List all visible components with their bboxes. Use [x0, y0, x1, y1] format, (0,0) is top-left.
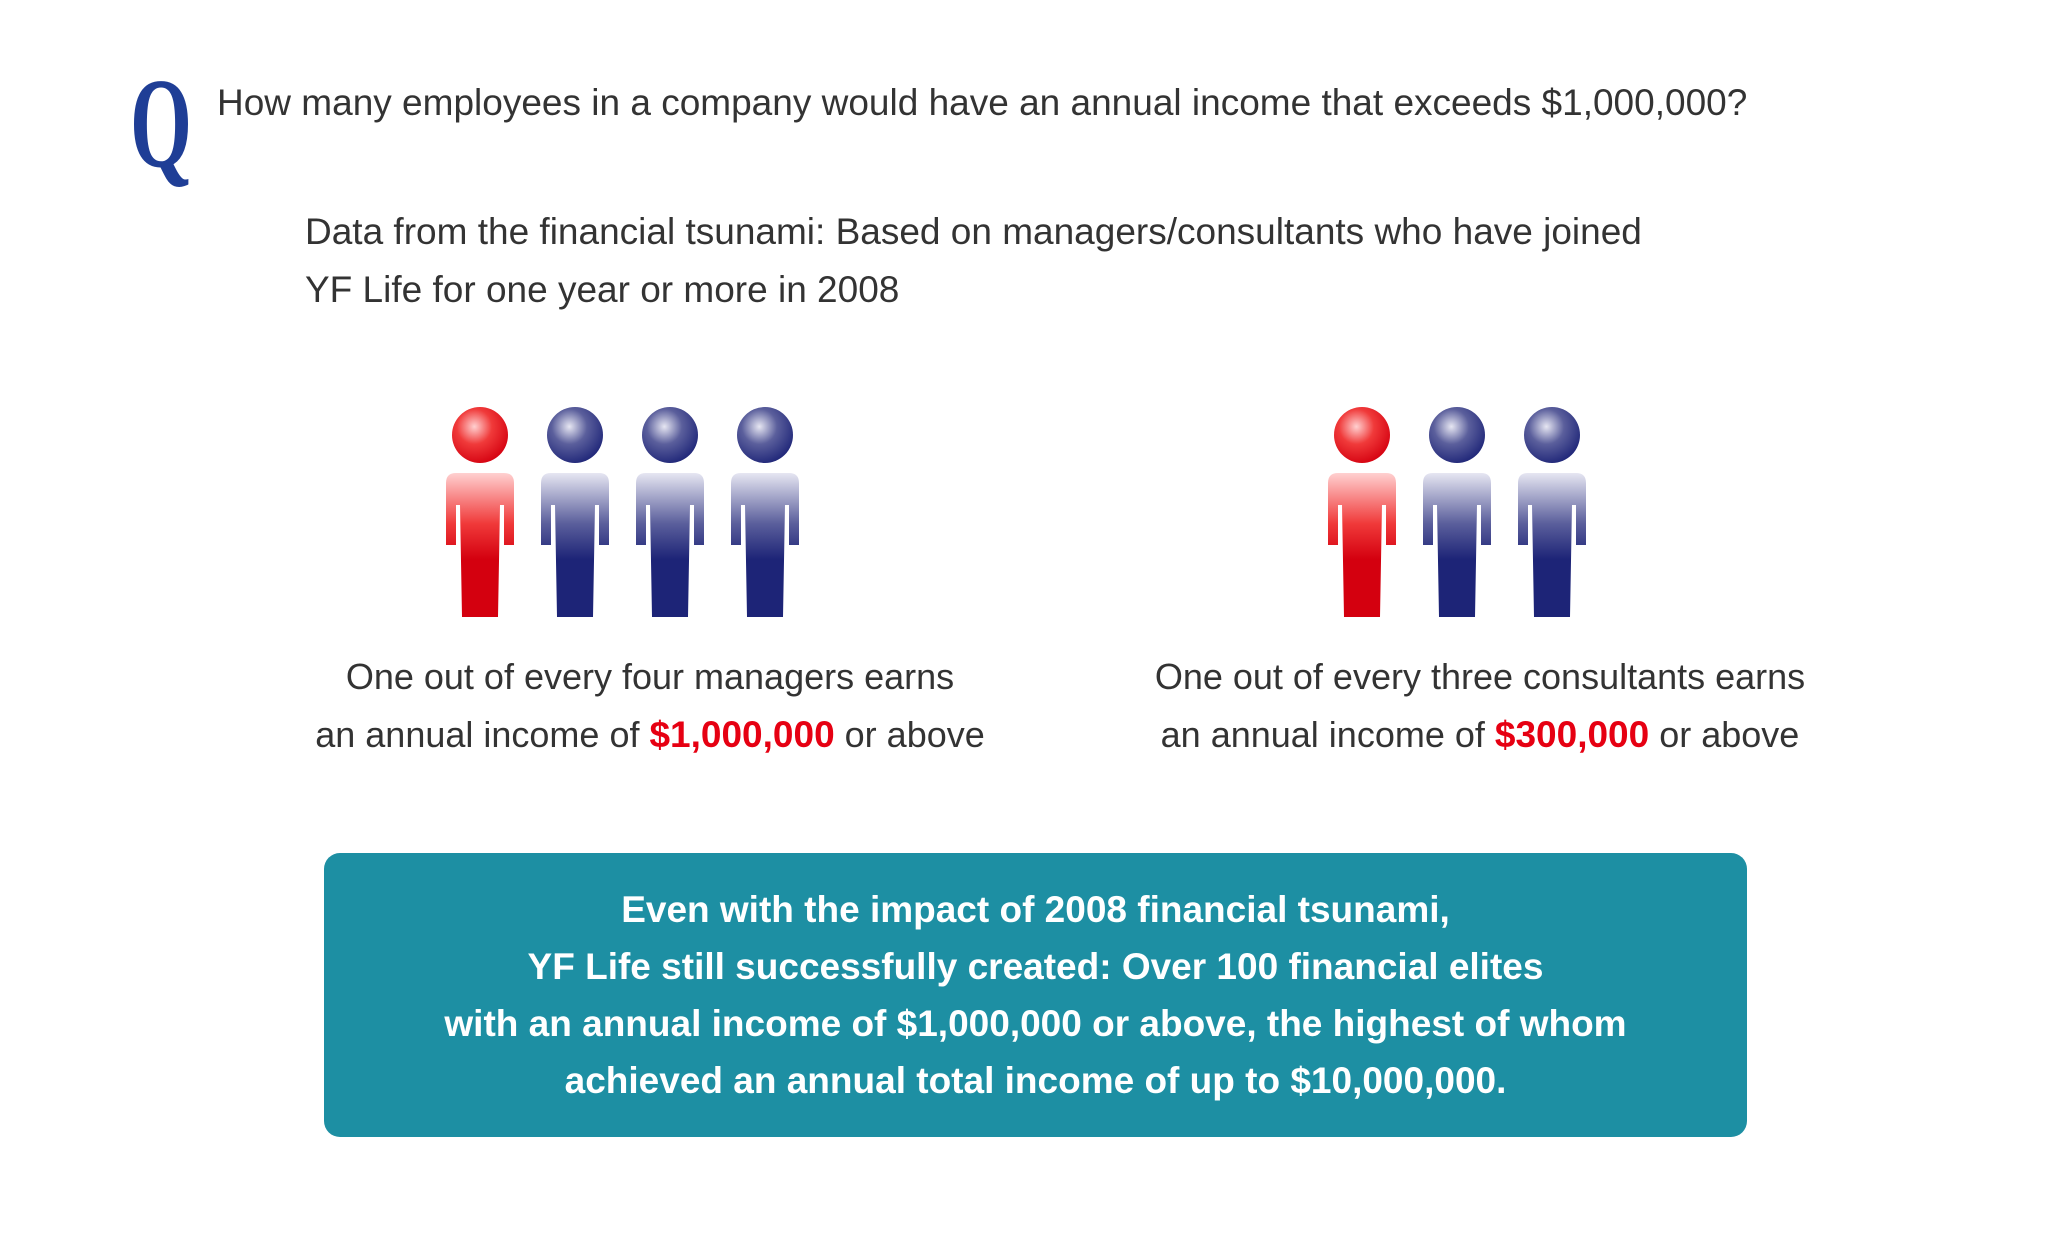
managers-income-amount: $1,000,000 [649, 714, 835, 755]
consultants-person-regular-icon-head [1524, 407, 1580, 463]
managers-caption-suffix: or above [834, 714, 985, 755]
managers-caption-line-1: One out of every four managers earns [345, 656, 955, 697]
managers-person-regular-icon-body [731, 473, 799, 617]
managers-person-regular-icon-body [636, 473, 704, 617]
q-badge-icon: Q [130, 51, 192, 194]
consultants-person-regular-icon-body [1423, 473, 1491, 617]
consultants-caption-suffix: or above [1649, 714, 1800, 755]
managers-person-highlighted-icon [446, 407, 514, 617]
consultants-person-highlighted-icon-body [1328, 473, 1396, 617]
consultants-person-highlighted-icon [1328, 407, 1396, 617]
managers-people-icons [440, 405, 810, 625]
question-text: How many employees in a company would have an annual income that exceeds $1,000,000? [217, 82, 1748, 123]
subtitle [305, 203, 1642, 319]
managers-person-regular-icon-head [737, 407, 793, 463]
banner-line-2: YF Life still successfully created: Over 100 financial elites [527, 946, 1544, 987]
consultants-person-regular-icon [1423, 407, 1491, 617]
consultants-people-group [1322, 405, 1602, 625]
managers-caption-prefix: an annual income of [315, 714, 650, 755]
consultants-person-regular-icon-body [1518, 473, 1586, 617]
consultants-person-regular-icon-head [1429, 407, 1485, 463]
managers-person-regular-icon-head [547, 407, 603, 463]
consultants-caption-line-2 [1030, 706, 1930, 764]
managers-person-regular-icon [731, 407, 799, 617]
consultants-income-amount: $300,000 [1494, 714, 1650, 755]
consultants-caption [1030, 648, 1930, 764]
banner-line-1: Even with the impact of 2008 financial tsunami, [621, 889, 1450, 930]
managers-person-highlighted-icon-body [446, 473, 514, 617]
consultants-caption-prefix: an annual income of [1160, 714, 1495, 755]
subtitle-line-2: YF Life for one year or more in 2008 [305, 269, 900, 310]
subtitle-line-1: Data from the financial tsunami: Based on managers/consultants who have joined [305, 211, 1642, 252]
managers-caption-line-2 [210, 706, 1090, 764]
consultants-people-icons [1322, 405, 1602, 625]
managers-person-highlighted-icon-head [452, 407, 508, 463]
managers-person-regular-icon-body [541, 473, 609, 617]
summary-banner [324, 853, 1747, 1137]
consultants-person-regular-icon [1518, 407, 1586, 617]
managers-person-regular-icon-head [642, 407, 698, 463]
managers-people-group [440, 405, 810, 625]
managers-person-regular-icon [541, 407, 609, 617]
banner-line-3: with an annual income of $1,000,000 or above, the highest of whom [444, 1003, 1627, 1044]
consultants-caption-line-1: One out of every three consultants earns [1154, 656, 1806, 697]
managers-person-regular-icon [636, 407, 704, 617]
managers-caption [210, 648, 1090, 764]
consultants-person-highlighted-icon-head [1334, 407, 1390, 463]
banner-line-4: achieved an annual total income of up to $10,000,000. [564, 1060, 1507, 1101]
